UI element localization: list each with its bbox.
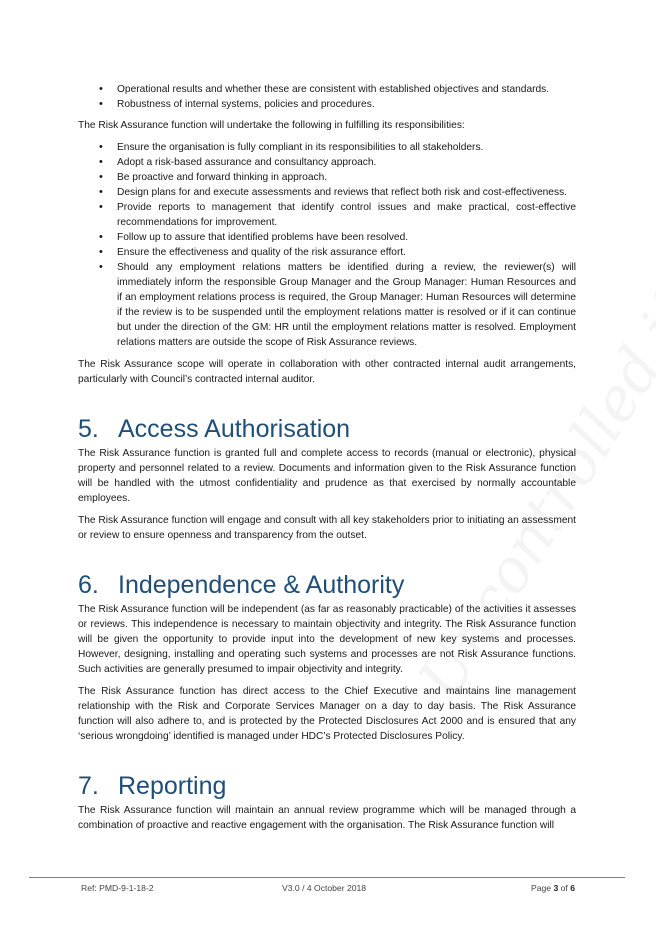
list-item: • Robustness of internal systems, policies and procedures. [78, 97, 576, 112]
section-number: 5. [78, 415, 99, 443]
section-title: Access Authorisation [118, 415, 351, 443]
list-item: • Adopt a risk-based assurance and consultancy approach. [78, 155, 576, 170]
list-item: • Design plans for and execute assessments and reviews that reflect both risk and cost-effectiveness. [78, 185, 576, 200]
paragraph: The Risk Assurance function will engage and consult with all key stakeholders prior to initiating an assessment or review to ensure openness and transparency from the outset. [78, 515, 576, 541]
list-item: • Provide reports to management that identify control issues and make practical, cost-effective recommendations for improvement. [78, 200, 576, 230]
responsibilities-list [78, 140, 576, 350]
scope-paragraph: The Risk Assurance scope will operate in collaboration with other contracted internal audit arrangements, particularly with Council’s contracted internal auditor. [78, 359, 576, 385]
footer-version: V3.0 / 4 October 2018 [282, 883, 367, 893]
section-heading [78, 772, 576, 800]
paragraph: The Risk Assurance function will be independent (as far as reasonably practicable) of the activities it assesses or reviews. This independence is necessary to maintain objectivity and integrity. The Risk Assurance function will be given the opportunity to provide input into the development of new key systems and processes. However, designing, installing and operating such systems and processes are not Risk Assurance functions. Such activities are generally presumed to impair objectivity and integrity. [78, 604, 576, 675]
section-title: Independence & Authority [118, 571, 405, 599]
section-number: 6. [78, 571, 99, 599]
section-number: 7. [78, 772, 99, 800]
footer-reference: Ref: PMD-9-1-18-2 [81, 883, 154, 893]
list-item: • Be proactive and forward thinking in approach. [78, 170, 576, 185]
paragraph: The Risk Assurance function is granted full and complete access to records (manual or electronic), physical property and personnel related to a review. Documents and information given to the Risk Assurance function will be handled with the utmost confidentiality and prudence as that exercised by normally accountable employees. [78, 448, 576, 504]
list-item: • Follow up to assure that identified problems have been resolved. [78, 230, 576, 245]
list-item: • Ensure the organisation is fully compliant in its responsibilities to all stakeholders. [78, 140, 576, 155]
responsibilities-intro: The Risk Assurance function will undertake the following in fulfilling its responsibilities: [78, 120, 465, 131]
page-of: of [558, 883, 571, 893]
section-access-authorisation [78, 415, 576, 543]
page-current: 3 [553, 883, 559, 893]
footer-page-number [531, 883, 575, 893]
section-heading [78, 571, 576, 599]
section-heading [78, 415, 576, 443]
paragraph: The Risk Assurance function will maintain an annual review programme which will be managed through a combination of proactive and reactive engagement with the organisation. The Risk Assurance function will [78, 805, 576, 831]
page-prefix: Page [531, 883, 554, 893]
list-item: • Operational results and whether these are consistent with established objectives and standards. [78, 82, 576, 97]
list-item: • Ensure the effectiveness and quality of the risk assurance effort. [78, 245, 576, 260]
page-content [78, 82, 576, 840]
page-total: 6 [570, 883, 575, 893]
section-independence-authority [78, 571, 576, 744]
section-title: Reporting [118, 772, 227, 800]
intro-bullet-list [78, 82, 576, 112]
footer-rule [29, 877, 625, 878]
paragraph: The Risk Assurance function has direct access to the Chief Executive and maintains line management relationship with the Risk and Corporate Services Manager on a day to day basis. The Risk Assurance function will also adhere to, and is protected by the Protected Disclosures Act 2000 and is ensured that any ‘serious wrongdoing’ identified is managed under HDC’s Protected Disclosures Policy. [78, 686, 576, 742]
section-reporting [78, 772, 576, 833]
list-item: • Should any employment relations matters be identified during a review, the reviewer(s) will immediately inform the responsible Group Manager and the Group Manager: Human Resources and if an employment relations process is required, the Group Manager: Human Resources will determine if the review is to be suspended until the employment relations matter is resolved or if it can continue but under the direction of the GM: HR until the employment relations matter is resolved. Employment relations matters are outside the scope of Risk Assurance reviews. [78, 260, 576, 350]
